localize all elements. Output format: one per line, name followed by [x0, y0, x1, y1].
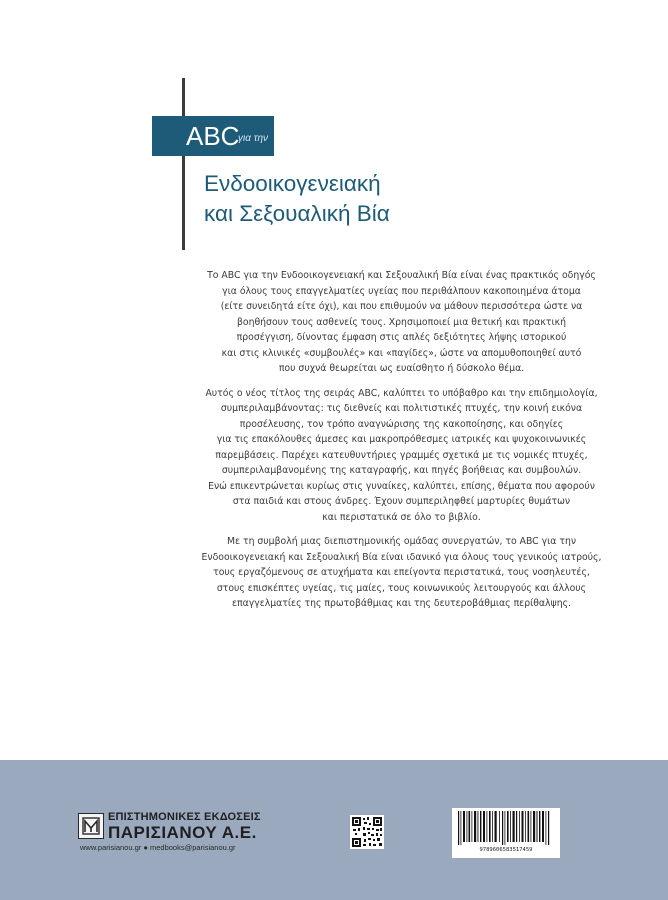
blurb-line: Το ABC για την Ενδοοικογενειακή και Σεξουαλική Βία είναι ένας πρακτικός οδηγός	[207, 270, 596, 281]
book-title-line-2: και Σεξουαλική Βία	[204, 201, 390, 226]
vertical-rule	[182, 78, 185, 250]
blurb-paragraph-1	[195, 268, 608, 377]
publisher-name-line-2: ΠΑΡΙΣΙΑΝΟΥ Α.Ε.	[108, 823, 257, 842]
blurb-line: για όλους τους επαγγελματίες υγείας που περιθάλπουν κακοποιημένα άτομα	[222, 285, 581, 297]
blurb-line: Ενδοοικογενειακή και Σεξουαλική Βία είναι ιδανικό για όλους τους γενικούς ιατρούς,	[201, 551, 602, 563]
blurb-line: συμπεριλαμβάνοντας: τις διεθνείς και πολιτιστικές πτυχές, την κοινή εικόνα	[220, 403, 583, 414]
qr-code-icon	[350, 815, 384, 849]
blurb-line: και στις κλινικές «συμβουλές» και «παγίδες», ώστε να απομυθοποιηθεί αυτό	[221, 347, 582, 359]
blurb-line: που συχνά θεωρείται ως ευαίσθητο ή δύσκολο θέμα.	[278, 363, 525, 374]
publisher-monogram-icon	[78, 813, 104, 839]
blurb-paragraph-2	[195, 386, 608, 526]
blurb	[195, 268, 608, 621]
blurb-line: Ενώ επικεντρώνεται κυρίως στις γυναίκες, καλύπτει, επίσης, θέματα που αφορούν	[208, 480, 595, 492]
barcode-number: 9789606583517459	[479, 847, 533, 853]
blurb-line: βοηθήσουν τους ασθενείς τους. Χρησιμοποιεί μια θετική και πρακτική	[236, 316, 567, 328]
blurb-line: Με τη συμβολή μιας διεπιστημονικής ομάδας συνεργατών, το ABC για την	[226, 536, 577, 547]
blurb-line: στα παιδιά και στους άνδρες. Έχουν συμπεριληφθεί μαρτυρίες θυμάτων	[232, 496, 571, 507]
barcode-icon	[452, 808, 560, 846]
book-title	[204, 169, 390, 229]
blurb-line: στους επισκέπτες υγείας, τις μαίες, τους κοινωνικούς λειτουργούς και άλλους	[216, 582, 587, 594]
blurb-line: Αυτός ο νέος τίτλος της σειράς ABC, καλύπτει το υπόβαθρο και την επιδημιολογία,	[205, 387, 598, 399]
publisher-contact: www.parisianou.gr ● medbooks@parisianou.gr	[80, 843, 236, 852]
blurb-line: (είτε συνειδητά είτε όχι), και που επιθυμούν να μάθουν περισσότερα ώστε να	[220, 301, 583, 312]
blurb-line: προσέλευσης, τον τρόπο αναγνώρισης της κακοποίησης, και οδηγίες	[239, 418, 564, 430]
publisher-name-line-1: ΕΠΙΣΤΗΜΟΝΙΚΕΣ ΕΚΔΟΣΕΙΣ	[108, 811, 261, 823]
blurb-line: για τις επακόλουθες άμεσες και μακροπρόθεσμες ιατρικές και ψυχοκοινωνικές	[216, 434, 587, 445]
blurb-line: παρεμβάσεις. Παρέχει κατευθυντήριες γραμμές σχετικά με τις νομικές πτυχές,	[215, 449, 588, 461]
book-title-line-1: Ενδοοικογενειακή	[204, 171, 381, 196]
blurb-line: επαγγελματίες της πρωτοβάθμιας και της δευτεροβάθμιας περίθαλψης.	[231, 598, 571, 609]
blurb-line: τους εργαζόμενους σε ατυχήματα και επείγοντα περιστατικά, τους νοσηλευτές,	[213, 567, 590, 578]
blurb-line: προσέγγιση, δίνοντας έμφαση στις απλές δεξιότητες λήψης ιστορικού	[236, 332, 567, 343]
blurb-paragraph-3	[195, 534, 608, 612]
blurb-line: συμπεριλαμβανομένης της καταγραφής, και πηγές βοήθειας και συμβουλών.	[221, 465, 582, 476]
series-subtitle-label: για την	[238, 133, 268, 144]
series-abc-label: ABC	[186, 121, 240, 151]
blurb-line: και περιστατικά σε όλο το βιβλίο.	[322, 511, 481, 523]
